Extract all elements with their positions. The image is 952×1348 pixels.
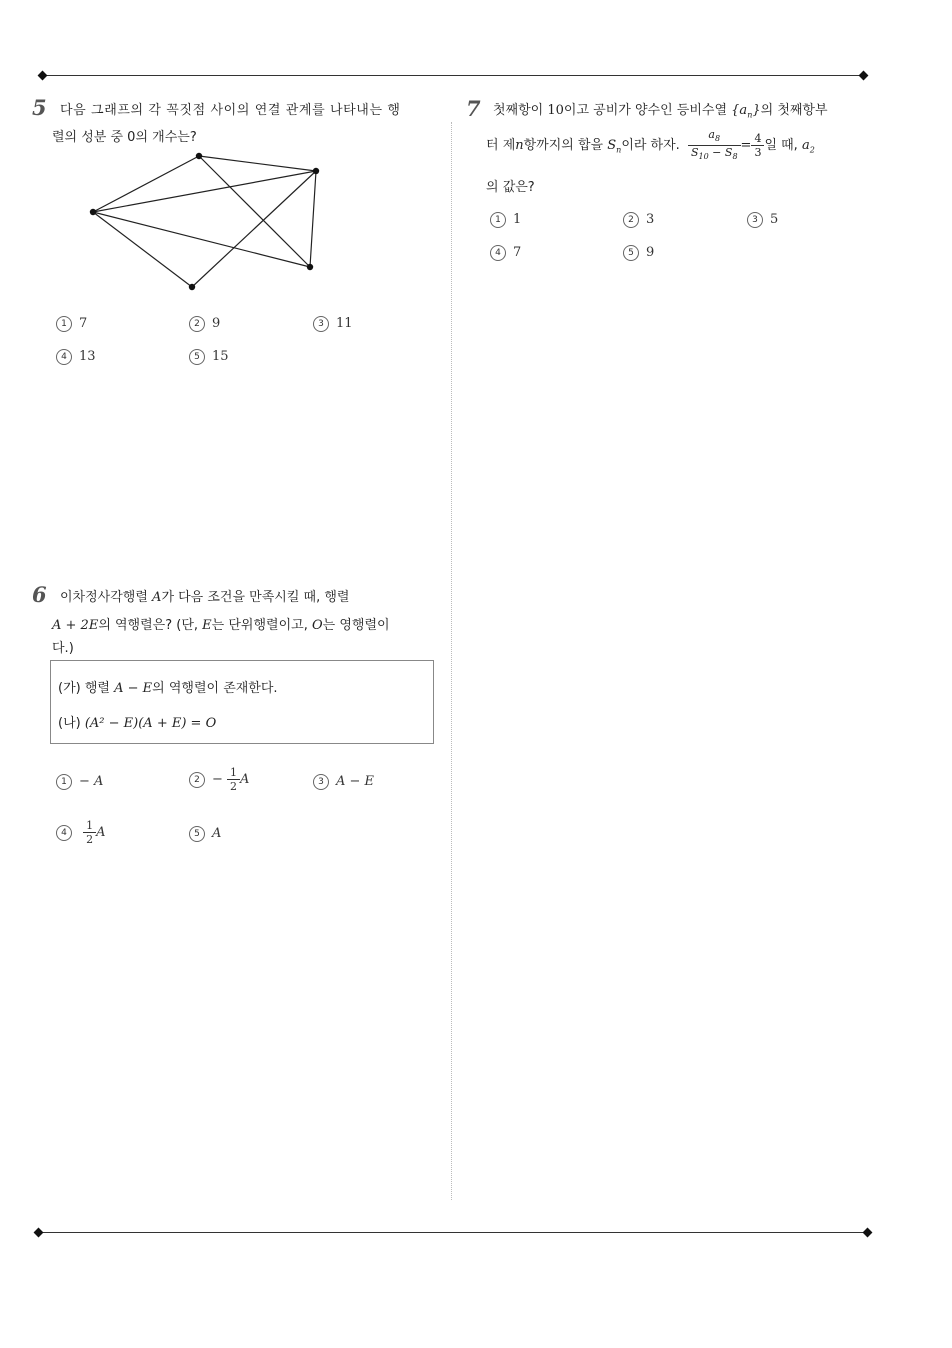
question-text-line2: A + 2E의 역행렬은? (단, E는 단위행렬이고, O는 영행렬이 xyxy=(52,618,390,633)
graph-edge xyxy=(93,156,199,212)
graph-edge xyxy=(93,212,192,287)
question-text-line3: 다.) xyxy=(52,641,74,656)
choice-1[interactable]: 1 7 xyxy=(56,316,87,332)
graph-edge xyxy=(310,171,316,267)
graph-vertex xyxy=(189,284,195,290)
graph-edge xyxy=(199,156,310,267)
choice-3[interactable]: 3 A − E xyxy=(313,774,374,790)
condition-box xyxy=(50,660,434,744)
choice-1[interactable]: 1 1 xyxy=(490,212,521,228)
condition-2: (나) (A² − E)(A + E) = O xyxy=(58,716,217,731)
fraction: $\frac{1}{2}$ xyxy=(83,819,96,846)
bottom-rule-right-end xyxy=(863,1228,873,1238)
graph-edge xyxy=(199,156,316,171)
question-text-line1: 다음 그래프의 각 꼭짓점 사이의 연결 관계를 나타내는 행 xyxy=(60,103,401,118)
bottom-rule xyxy=(38,1232,868,1233)
column-divider xyxy=(451,122,452,1200)
question-text-line1: 이차정사각행렬 A가 다음 조건을 만족시킬 때, 행렬 xyxy=(60,590,350,605)
question-number: 6 xyxy=(32,582,47,607)
choice-4[interactable]: 4 $\frac{1}{2}$ A xyxy=(56,819,106,846)
bottom-rule-left-end xyxy=(34,1228,44,1238)
choice-2[interactable]: 2 3 xyxy=(623,212,654,228)
question-text-line2: 터 제n항까지의 합을 $S_n$이라 하자. $\frac{a_8}{S_{10} - S_8}$ = $\frac{4}{3}$ 일 때, $a_2$ xyxy=(486,128,815,162)
question-text-line3: 의 값은? xyxy=(486,180,535,195)
graph-vertex xyxy=(90,209,96,215)
graph-vertex xyxy=(196,153,202,159)
choice-5[interactable]: 5 15 xyxy=(189,349,229,365)
choice-5[interactable]: 5 A xyxy=(189,826,221,842)
top-rule xyxy=(42,75,864,76)
choice-3[interactable]: 3 11 xyxy=(313,316,353,332)
choice-2[interactable]: 2 − $\frac{1}{2}$ A xyxy=(189,766,249,793)
condition-1: (가) 행렬 A − E의 역행렬이 존재한다. xyxy=(58,681,278,696)
choice-2[interactable]: 2 9 xyxy=(189,316,220,332)
top-rule-left-end xyxy=(38,71,48,81)
graph-edge xyxy=(93,171,316,212)
choice-1[interactable]: 1 − A xyxy=(56,774,103,790)
graph-edge xyxy=(93,212,310,267)
graph-vertex xyxy=(313,168,319,174)
graph-figure xyxy=(80,145,330,300)
graph-vertex xyxy=(307,264,313,270)
question-number: 7 xyxy=(466,96,481,121)
fraction: $\frac{a_8}{S_{10} - S_8}$ xyxy=(688,128,741,163)
top-rule-right-end xyxy=(859,71,869,81)
fraction: $\frac{4}{3}$ xyxy=(751,132,764,159)
question-number: 5 xyxy=(32,95,47,120)
question-text-line1: 첫째항이 10이고 공비가 양수인 등비수열 $\{a_n\}$의 첫째항부 xyxy=(493,103,828,120)
choice-4[interactable]: 4 13 xyxy=(56,349,96,365)
choice-3[interactable]: 3 5 xyxy=(747,212,778,228)
question-text-line2: 렬의 성분 중 0의 개수는? xyxy=(52,130,197,145)
graph-edge xyxy=(192,171,316,287)
choice-5[interactable]: 5 9 xyxy=(623,245,654,261)
choice-4[interactable]: 4 7 xyxy=(490,245,521,261)
fraction: $\frac{1}{2}$ xyxy=(227,766,240,793)
